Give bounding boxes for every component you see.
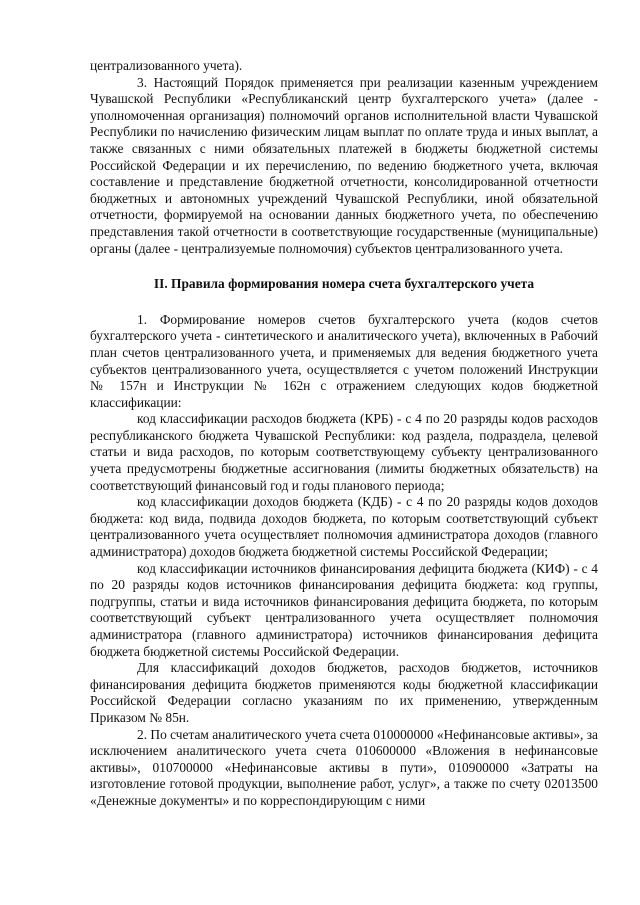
paragraph-3: 3. Настоящий Порядок применяется при реализации казенным учреждением Чувашской Республики «Республиканский центр бухгалтерского учета» (далее - уполномоченная организация) полномочий органов исполнительной власти Чувашской Республики по начислению физическим лицам выплат по оплате труда и иных выплат, а также связанных с ними обязательных платежей в бюджеты бюджетной системы Российской Федерации и их перечислению, по ведению бюджетного учета, включая составление и представление бюджетной отчетности, консолидированной отчетности бюджетных и автономных учреждений Чувашской Республики, иной обязательной отчетности, формируемой на основании данных бюджетного учета, по обеспечению представления такой отчетности в соответствующие государственные (муниципальные) органы (далее - централизуемые полномочия) субъектов централизованного учета. [90,74,598,256]
document-page [90,58,598,810]
paragraph-kdb: код классификации доходов бюджета (КДБ) - с 4 по 20 разряды кодов доходов бюджета: код вида, подвида доходов бюджета, по которым соответствующий субъект централизованного учета осуществляет полномочия администратора доходов (главного администратора) доходов бюджета бюджетной системы Российской Федерации; [90,494,598,560]
paragraph-section-2: 2. По счетам аналитического учета счета 010000000 «Нефинансовые активы», за исключением аналитического учета счета 010600000 «Вложения в нефинансовые активы», 010700000 «Нефинансовые активы в пути», 010900000 «Затраты на изготовление готовой продукции, выполнение работ, услуг», а также по счету 02013500 «Денежные документы» и по корреспондирующим с ними [90,726,598,808]
section-heading: II. Правила формирования номера счета бухгалтерского учета [153,276,535,292]
paragraph-continuation: централизованного учета). [90,58,243,73]
paragraph-classification: Для классификаций доходов бюджетов, расходов бюджетов, источников финансирования дефицита бюджетов применяются коды бюджетной классификации Российской Федерации согласно указаниям по их применению, утвержденным Приказом № 85н. [90,660,598,725]
paragraph-krb: код классификации расходов бюджета (КРБ) - с 4 по 20 разряды кодов расходов республиканского бюджета Чувашской Республики: код раздела, подраздела, целевой статьи и вида расходов, по которым соответствующему субъекту централизованного учета предусмотрены бюджетные ассигнования (лимиты бюджетных обязательств) на соответствующий финансовый год и годы планового периода; [90,411,598,493]
paragraph-kif: код классификации источников финансирования дефицита бюджета (КИФ) - с 4 по 20 разряды кодов источников финансирования дефицита бюджета: код группы, подгруппы, статьи и вида источников финансирования дефицита бюджета, по которым соответствующий субъект централизованного учета осуществляет полномочия администратора (главного администратора) источников финансирования дефицита бюджета бюджетной системы Российской Федерации. [90,560,598,659]
paragraph-section-1: 1. Формирование номеров счетов бухгалтерского учета (кодов счетов бухгалтерского учета - синтетического и аналитического учета), включенных в Рабочий план счетов централизованного учета, и применяемых для ведения бюджетного учета субъектов централизованного учета, осуществляется с учетом положений Инструкции № 157н и Инструкции № 162н с отражением следующих кодов бюджетной классификации: [90,311,598,410]
